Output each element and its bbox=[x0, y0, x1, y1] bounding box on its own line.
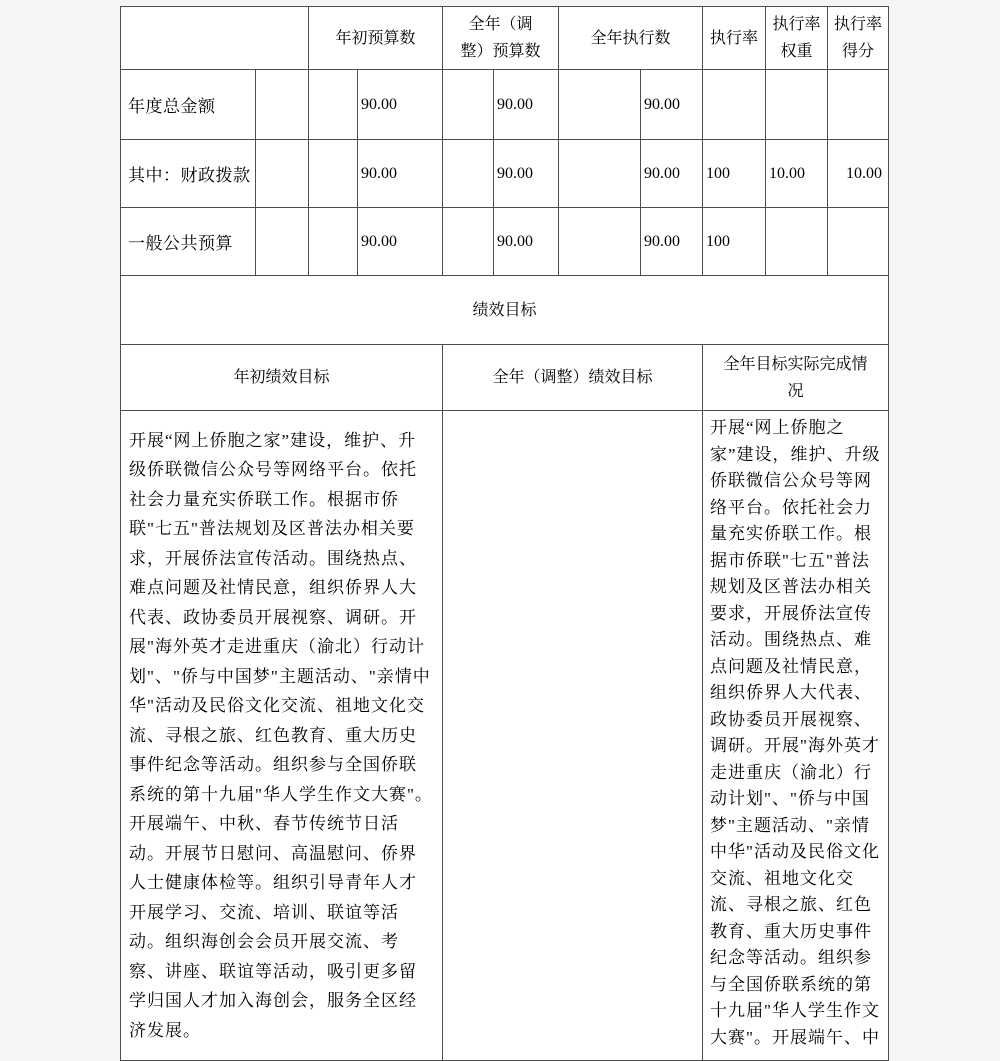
initial-budget-value: 90.00 bbox=[358, 208, 443, 276]
table-row-annual-total bbox=[121, 70, 889, 140]
exec-rate-score-value bbox=[828, 70, 889, 140]
initial-budget-value: 90.00 bbox=[358, 140, 443, 208]
empty-cell bbox=[256, 208, 309, 276]
empty-cell bbox=[309, 208, 358, 276]
empty-cell bbox=[559, 140, 641, 208]
row-label: 一般公共预算 bbox=[121, 208, 256, 276]
section-title: 绩效目标 bbox=[121, 276, 889, 345]
empty-cell bbox=[443, 140, 494, 208]
col-header-initial-budget: 年初预算数 bbox=[309, 7, 443, 70]
initial-goal-cell bbox=[121, 411, 443, 1061]
executed-value: 90.00 bbox=[641, 70, 703, 140]
col-header-exec-rate: 执行率 bbox=[703, 7, 766, 70]
actual-completion-cell bbox=[703, 411, 889, 1061]
empty-cell bbox=[309, 140, 358, 208]
col-header-adjusted-goal: 全年（调整）绩效目标 bbox=[443, 345, 703, 411]
table-row-fiscal-appropriation bbox=[121, 140, 889, 208]
adjusted-budget-value: 90.00 bbox=[494, 70, 559, 140]
empty-cell bbox=[443, 208, 494, 276]
actual-completion-text: 开展“网上侨胞之家”建设，维护、升级侨联微信公众号等网络平台。依托社会力量充实侨联工作。根据市侨联"七五"普法规划及区普法办相关要求，开展侨法宣传活动。围绕热点、难点问题及社情民意，组织侨界人大代表、政协委员开展视察、调研。开展"海外英才走进重庆（渝北）行动计划"、"侨与中国梦"主题活动、"亲情中华"活动及民俗文化交流、祖地文化交流、寻根之旅、红色教育、重大历史事件纪念等活动。组织参与全国侨联系统的第十九届"华人学生作文大赛"。开展端午、中 bbox=[710, 418, 881, 1047]
exec-rate-weight-value: 10.00 bbox=[766, 140, 828, 208]
goals-header-row bbox=[121, 345, 889, 411]
budget-performance-table bbox=[120, 6, 889, 1061]
adjusted-budget-value: 90.00 bbox=[494, 140, 559, 208]
empty-cell bbox=[559, 208, 641, 276]
exec-rate-weight-value bbox=[766, 70, 828, 140]
col-header-executed: 全年执行数 bbox=[559, 7, 703, 70]
col-header-exec-rate-score: 执行率得分 bbox=[828, 7, 889, 70]
table-row-general-public-budget bbox=[121, 208, 889, 276]
empty-cell bbox=[443, 70, 494, 140]
row-label: 年度总金额 bbox=[121, 70, 256, 140]
col-header-exec-rate-weight: 执行率权重 bbox=[766, 7, 828, 70]
exec-rate-value bbox=[703, 70, 766, 140]
exec-rate-weight-value bbox=[766, 208, 828, 276]
empty-cell bbox=[256, 140, 309, 208]
executed-value: 90.00 bbox=[641, 208, 703, 276]
exec-rate-value: 100 bbox=[703, 140, 766, 208]
empty-cell bbox=[559, 70, 641, 140]
initial-goal-text: 开展“网上侨胞之家”建设，维护、升级侨联微信公众号等网络平台。依托社会力量充实侨联工作。根据市侨联"七五"普法规划及区普法办相关要求，开展侨法宣传活动。围绕热点、难点问题及社情民意，组织侨界人大代表、政协委员开展视察、调研。开展"海外英才走进重庆（渝北）行动计划"、"侨与中国梦"主题活动、"亲情中华"活动及民俗文化交流、祖地文化交流、寻根之旅、红色教育、重大历史事件纪念等活动。组织参与全国侨联系统的第十九届"华人学生作文大赛"。开展端午、中秋、春节传统节日活动。开展节日慰问、高温慰问、侨界人士健康体检等。组织引导青年人才开展学习、交流、培训、联谊等活动。组织海创会会员开展交流、考察、讲座、联谊等活动，吸引更多留学归国人才加入海创会，服务全区经济发展。 bbox=[129, 430, 433, 1040]
goals-body-row bbox=[121, 411, 889, 1061]
col-header-actual-completion: 全年目标实际完成情况 bbox=[703, 345, 889, 411]
executed-value: 90.00 bbox=[641, 140, 703, 208]
exec-rate-score-value bbox=[828, 208, 889, 276]
exec-rate-value: 100 bbox=[703, 208, 766, 276]
exec-rate-score-value: 10.00 bbox=[828, 140, 889, 208]
financial-header-row bbox=[121, 7, 889, 70]
empty-cell bbox=[309, 70, 358, 140]
col-header-initial-goal: 年初绩效目标 bbox=[121, 345, 443, 411]
adjusted-budget-value: 90.00 bbox=[494, 208, 559, 276]
row-label: 其中：财政拨款 bbox=[121, 140, 256, 208]
col-header-adjusted-budget: 全年（调整）预算数 bbox=[443, 7, 559, 70]
corner-empty-cell bbox=[121, 7, 309, 70]
adjusted-goal-cell bbox=[443, 411, 703, 1061]
section-title-row bbox=[121, 276, 889, 345]
initial-budget-value: 90.00 bbox=[358, 70, 443, 140]
empty-cell bbox=[256, 70, 309, 140]
